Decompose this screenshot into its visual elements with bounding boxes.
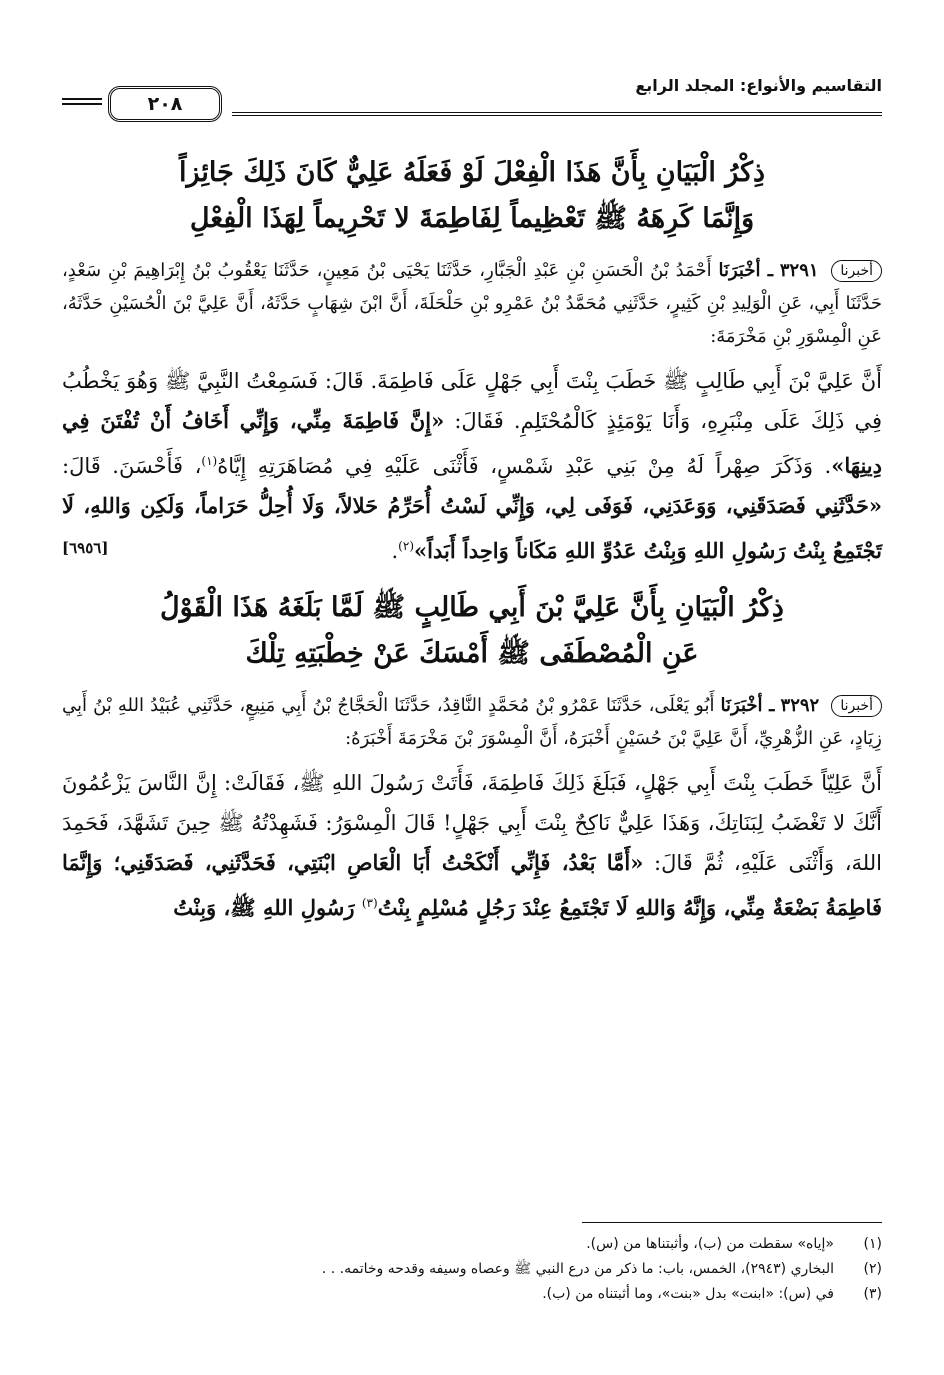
hadith-isnad: [62, 689, 882, 755]
section-heading: [62, 150, 882, 242]
prophet-quote: «أَمَّا بَعْدُ، فَإِنِّي أَنْكَحْتُ أَبَا الْعَاصِ ابْنَتِي، فَحَدَّثَنِي، فَصَدَقَنِي؛ وَإِنَّمَا فَاطِمَةُ بَضْعَةٌ مِنِّي، وَإِنَّهُ وَاللهِ لَا تَجْتَمِعُ عِنْدَ رَجُلٍ مُسْلِمٍ بِنْتُ: [62, 850, 882, 920]
footnote-text: البخاري (٢٩٤٣)، الخمس، باب: ما ذكر من درع النبي ﷺ وعصاه وسيفه وقدحه وخاتمه. . .: [321, 1261, 834, 1277]
footnote-label: (٢): [863, 1261, 882, 1277]
footnote-label: (١): [863, 1236, 882, 1252]
page-number: ٢٠٨: [108, 86, 222, 122]
footnote: [62, 1257, 882, 1282]
header-rule: [232, 112, 882, 113]
matn-text: ، فَأَحْسَنَ. قَالَ:: [62, 454, 202, 478]
heading-line: وَإِنَّمَا كَرِهَهُ ﷺ تَعْظِيماً لِفَاطِمَةَ لا تَحْرِيماً لِهَذَا الْفِعْلِ: [189, 203, 755, 234]
footnote-text: «إياه» سقطت من (ب)، وأثبتناها من (س).: [586, 1236, 834, 1252]
footnotes: [62, 1232, 882, 1307]
running-title: التقاسيم والأنواع: المجلد الرابع: [635, 76, 882, 95]
akhbarana-label: ـ أخْبَرَنَا: [720, 695, 775, 716]
hadith-matn: [62, 763, 882, 928]
footnote-text: في (س): «ابنت» بدل «بنت»، وما أثبتناه من (ب).: [542, 1286, 834, 1302]
akhbarana-ornament-icon: أخبرنا: [831, 695, 882, 717]
matn-text: أَنَّ عَلِيّاً خَطَبَ بِنْتَ أَبِي جَهْلٍ، فَبَلَغَ ذَلِكَ فَاطِمَةَ، فَأَتَتْ رَسُولَ اللهِ ﷺ، فَقَالَتْ: إِنَّ النَّاسَ يَزْعُمُونَ أَنَّكَ لا تَغْضَبُ لِبَنَاتِكَ، وَهَذَا عَلِيٌّ نَاكِحٌ بِنْتَ أَبِي جَهْلٍ! قَالَ الْمِسْوَرُ: فَشَهِدْتُهُ ﷺ حِينَ تَشَهَّدَ، فَحَمِدَ اللهَ، وَأَثْنَى عَلَيْهِ، ثُمَّ قَالَ:: [62, 771, 882, 875]
hadith-number: ٣٢٩٢: [780, 695, 820, 716]
page-number-line: [62, 103, 102, 105]
footnote-mark[interactable]: (١): [201, 454, 218, 468]
prophet-quote: رَسُولِ اللهِ ﷺ، وَبِنْتُ: [173, 895, 362, 920]
page-header: [62, 66, 882, 126]
page-content: [62, 150, 882, 942]
cross-reference: [٦٩٥٦]: [62, 539, 109, 557]
hadith-matn: [62, 361, 882, 571]
heading-line: عَنِ الْمُصْطَفَى ﷺ أَمْسَكَ عَنْ خِطْبَتِهِ تِلْكَ: [245, 638, 699, 669]
heading-line: ذِكْرُ الْبَيَانِ بِأَنَّ عَلِيَّ بْنَ أَبِي طَالِبٍ ﷺ لَمَّا بَلَغَهُ هَذَا الْقَوْلُ: [160, 592, 784, 623]
footnote-mark[interactable]: (٣): [361, 896, 378, 910]
footnote-mark[interactable]: (٢): [398, 539, 414, 553]
section-heading: [62, 585, 882, 677]
prophet-quote: «حَدَّثَنِي فَصَدَقَنِي، وَوَعَدَنِي، فَوَفَى لِي، وَإِنِّي لَسْتُ أُحَرِّمُ حَلالاً، وَلَا أُحِلُّ حَرَاماً، وَلَكِن وَاللهِ، لَا تَجْتَمِعُ بِنْتُ رَسُولِ اللهِ وَبِنْتُ عَدُوِّ اللهِ مَكَاناً وَاحِداً أَبَداً»: [62, 493, 882, 563]
matn-text: .: [391, 539, 399, 563]
page-number-frame: [62, 86, 222, 122]
heading-line: ذِكْرُ الْبَيَانِ بِأَنَّ هَذَا الْفِعْلَ لَوْ فَعَلَهُ عَلِيٌّ كَانَ ذَلِكَ جَائِزاً: [178, 157, 765, 188]
footnote: [62, 1282, 882, 1307]
isnad-text: أَحْمَدُ بْنُ الْحَسَنِ بْنِ عَبْدِ الْجَبَّارِ، حَدَّثَنَا يَحْيَى بْنُ مَعِينٍ، حَدَّثَنَا يَعْقُوبُ بْنُ إِبْرَاهِيمَ بْنِ سَعْدٍ، حَدَّثَنَا أَبِي، عَنِ الْوَلِيدِ بْنِ كَثِيرٍ، حَدَّثَنِي مُحَمَّدُ بْنُ عَمْرِو بْنِ حَلْحَلَةَ، أَنَّ ابْنَ شِهَابٍ حَدَّثَهُ، أَنَّ عَلِيَّ بْنَ الْحُسَيْنِ حَدَّثَهُ، عَنِ الْمِسْوَرِ بْنِ مَخْرَمَةَ:: [62, 260, 882, 347]
hadith-number: ٣٢٩١: [779, 260, 819, 281]
akhbarana-label: ـ أخْبَرَنَا: [718, 260, 774, 281]
header-rule: [232, 115, 882, 116]
footnote-label: (٣): [863, 1286, 882, 1302]
hadith-isnad: [62, 254, 882, 353]
footnote: [62, 1232, 882, 1257]
isnad-text: أَبُو يَعْلَى، حَدَّثَنَا عَمْرُو بْنُ مُحَمَّدٍ النَّاقِدُ، حَدَّثَنَا الْحَجَّاجُ بْنُ أَبِي مَنِيعٍ، حَدَّثَنِي عُبَيْدُ اللهِ بْنُ أَبِي زِيَادٍ، عَنِ الزُّهْرِيِّ، أَنَّ عَلِيَّ بْنَ حُسَيْنٍ أَخْبَرَهُ، أَنَّ الْمِسْوَرَ بْنَ مَخْرَمَةَ أَخْبَرَهُ:: [62, 695, 882, 749]
matn-text: أَنَّ عَلِيَّ بْنَ أَبِي طَالِبٍ ﷺ خَطَبَ بِنْتَ أَبِي جَهْلٍ عَلَى فَاطِمَةَ. قَالَ: فَسَمِعْتُ النَّبِيَّ ﷺ وَهُوَ يَخْطُبُ فِي ذَلِكَ عَلَى مِنْبَرِهِ، وَأَنَا يَوْمَئِذٍ كَالْمُحْتَلِمِ. فَقَالَ:: [62, 369, 883, 433]
akhbarana-ornament-icon: أخبرنا: [831, 260, 882, 282]
matn-text: . وَذَكَرَ صِهْراً لَهُ مِنْ بَنِي عَبْدِ شَمْسٍ، فَأَثْنَى عَلَيْهِ فِي مُصَاهَرَتِهِ إِيَّاهُ: [217, 454, 832, 478]
footnote-rule: [582, 1222, 882, 1223]
page-number-line: [62, 98, 102, 100]
prophet-quote: «إِنَّ فَاطِمَةَ مِنِّي، وَإِنِّي أَخَافُ أَنْ تُفْتَنَ فِي دِينِهَا»: [62, 408, 882, 478]
